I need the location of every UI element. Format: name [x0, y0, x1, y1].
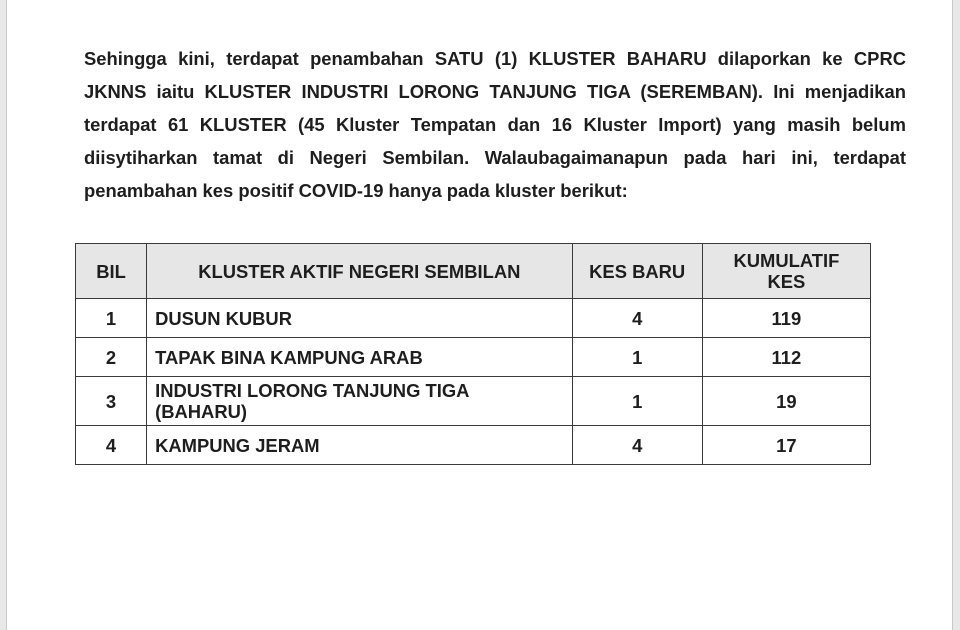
table-row [76, 299, 871, 338]
cell-cluster-name-line1: INDUSTRI LORONG TANJUNG TIGA [155, 380, 470, 401]
header-cumulative [702, 244, 870, 299]
table-row [76, 426, 871, 465]
cell-cumulative: 17 [702, 426, 870, 465]
cell-cluster-name: KAMPUNG JERAM [147, 426, 573, 465]
header-bil: BIL [76, 244, 147, 299]
paragraph-line: Sehingga kini, terdapat penambahan SATU (1) KLUSTER BAHARU dilaporkan ke CPRC [84, 48, 906, 69]
cell-new-cases: 1 [572, 377, 702, 426]
table-header-row [76, 244, 871, 299]
cell-new-cases: 4 [572, 426, 702, 465]
header-cumulative-line2: KES [767, 271, 806, 292]
cell-new-cases: 4 [572, 299, 702, 338]
header-cluster: KLUSTER AKTIF NEGERI SEMBILAN [147, 244, 573, 299]
paragraph-line: penambahan kes positif COVID-19 hanya pada kluster berikut: [84, 180, 628, 201]
cluster-table [75, 243, 871, 465]
table-row [76, 338, 871, 377]
table-row [76, 377, 871, 426]
cell-bil: 4 [76, 426, 147, 465]
cell-bil: 2 [76, 338, 147, 377]
cell-cumulative: 112 [702, 338, 870, 377]
paragraph-line: diisytiharkan tamat di Negeri Sembilan. Walaubagaimanapun pada hari ini, terdapat [84, 147, 906, 168]
cell-bil: 1 [76, 299, 147, 338]
document-page [6, 0, 953, 630]
cell-cluster-name: DUSUN KUBUR [147, 299, 573, 338]
paragraph-line: JKNNS iaitu KLUSTER INDUSTRI LORONG TANJUNG TIGA (SEREMBAN). Ini menjadikan [84, 81, 906, 102]
cell-cumulative: 19 [702, 377, 870, 426]
cell-cumulative: 119 [702, 299, 870, 338]
cell-bil: 3 [76, 377, 147, 426]
header-new-cases: KES BARU [572, 244, 702, 299]
header-cumulative-line1: KUMULATIF [733, 250, 840, 271]
cell-cluster-name [147, 377, 573, 426]
cell-new-cases: 1 [572, 338, 702, 377]
cell-cluster-name-line2: (BAHARU) [155, 401, 248, 422]
cell-cluster-name: TAPAK BINA KAMPUNG ARAB [147, 338, 573, 377]
intro-paragraph [84, 42, 906, 207]
paragraph-line: terdapat 61 KLUSTER (45 Kluster Tempatan dan 16 Kluster Import) yang masih belum [84, 114, 906, 135]
